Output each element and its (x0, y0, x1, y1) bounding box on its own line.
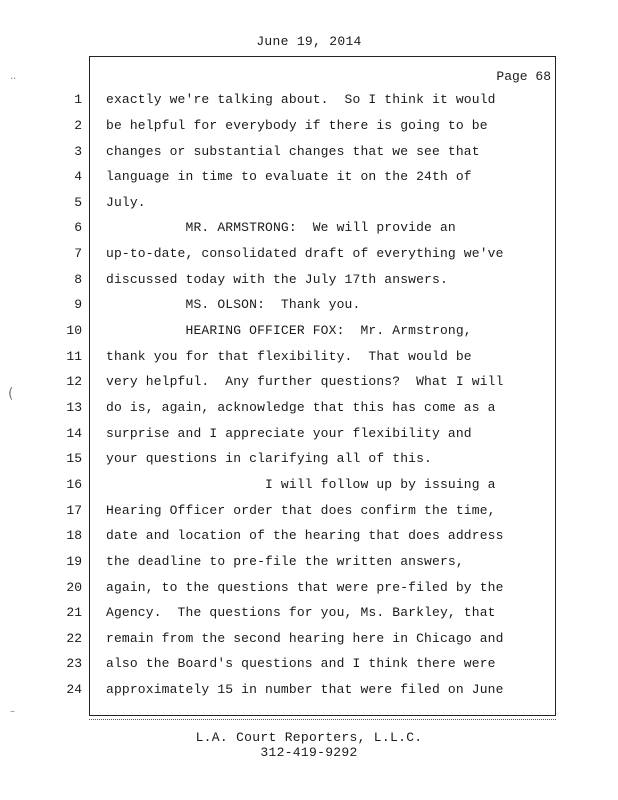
line-number: 22 (66, 631, 82, 646)
scan-speck: ( (8, 386, 14, 402)
line-number: 7 (74, 246, 82, 261)
line-text: be helpful for everybody if there is going to be (106, 118, 488, 133)
line-number: 4 (74, 169, 82, 184)
line-text: do is, again, acknowledge that this has come as a (106, 400, 496, 415)
line-number: 15 (66, 451, 82, 466)
line-text: date and location of the hearing that does address (106, 528, 504, 543)
line-text: remain from the second hearing here in Chicago and (106, 631, 504, 646)
line-text: Agency. The questions for you, Ms. Barkley, that (106, 605, 496, 620)
page-number-label: Page 68 (496, 69, 551, 84)
line-number: 3 (74, 144, 82, 159)
line-text: language in time to evaluate it on the 24th of (106, 169, 472, 184)
line-number: 23 (66, 656, 82, 671)
line-text: again, to the questions that were pre-filed by the (106, 580, 504, 595)
line-text: approximately 15 in number that were filed on June (106, 682, 504, 697)
line-text: up-to-date, consolidated draft of everything we've (106, 246, 504, 261)
line-number: 20 (66, 580, 82, 595)
line-text: also the Board's questions and I think there were (106, 656, 496, 671)
header-date: June 19, 2014 (256, 34, 362, 49)
line-number: 1 (74, 92, 82, 107)
footer-company: L.A. Court Reporters, L.L.C. (195, 730, 423, 745)
line-text: your questions in clarifying all of this. (106, 451, 433, 466)
line-number: 17 (66, 503, 82, 518)
line-number: 16 (66, 477, 82, 492)
line-text: Hearing Officer order that does confirm the time, (106, 503, 496, 518)
line-text: I will follow up by issuing a (106, 477, 496, 492)
line-text: exactly we're talking about. So I think it would (106, 92, 496, 107)
footer-phone: 312-419-9292 (260, 745, 358, 760)
line-text: changes or substantial changes that we see that (106, 144, 480, 159)
line-number: 2 (74, 118, 82, 133)
line-number: 19 (66, 554, 82, 569)
line-number: 21 (66, 605, 82, 620)
line-number: 10 (66, 323, 82, 338)
line-text: the deadline to pre-file the written answers, (106, 554, 464, 569)
line-number: 14 (66, 426, 82, 441)
line-number: 13 (66, 400, 82, 415)
line-number: 6 (74, 220, 82, 235)
line-number: 18 (66, 528, 82, 543)
line-text: thank you for that flexibility. That would be (106, 349, 472, 364)
line-number: 24 (66, 682, 82, 697)
line-number: 5 (74, 195, 82, 210)
scan-speck: – (10, 706, 15, 717)
line-number: 11 (66, 349, 82, 364)
line-text: MS. OLSON: Thank you. (106, 297, 361, 312)
line-text: July. (106, 195, 146, 210)
line-text: HEARING OFFICER FOX: Mr. Armstrong, (106, 323, 472, 338)
line-text: surprise and I appreciate your flexibility and (106, 426, 472, 441)
line-text: very helpful. Any further questions? What I will (106, 374, 504, 389)
scan-speck: ·· (10, 74, 17, 85)
line-number: 9 (74, 297, 82, 312)
line-text: MR. ARMSTRONG: We will provide an (106, 220, 456, 235)
line-number: 8 (74, 272, 82, 287)
line-text: discussed today with the July 17th answers. (106, 272, 448, 287)
line-number: 12 (66, 374, 82, 389)
